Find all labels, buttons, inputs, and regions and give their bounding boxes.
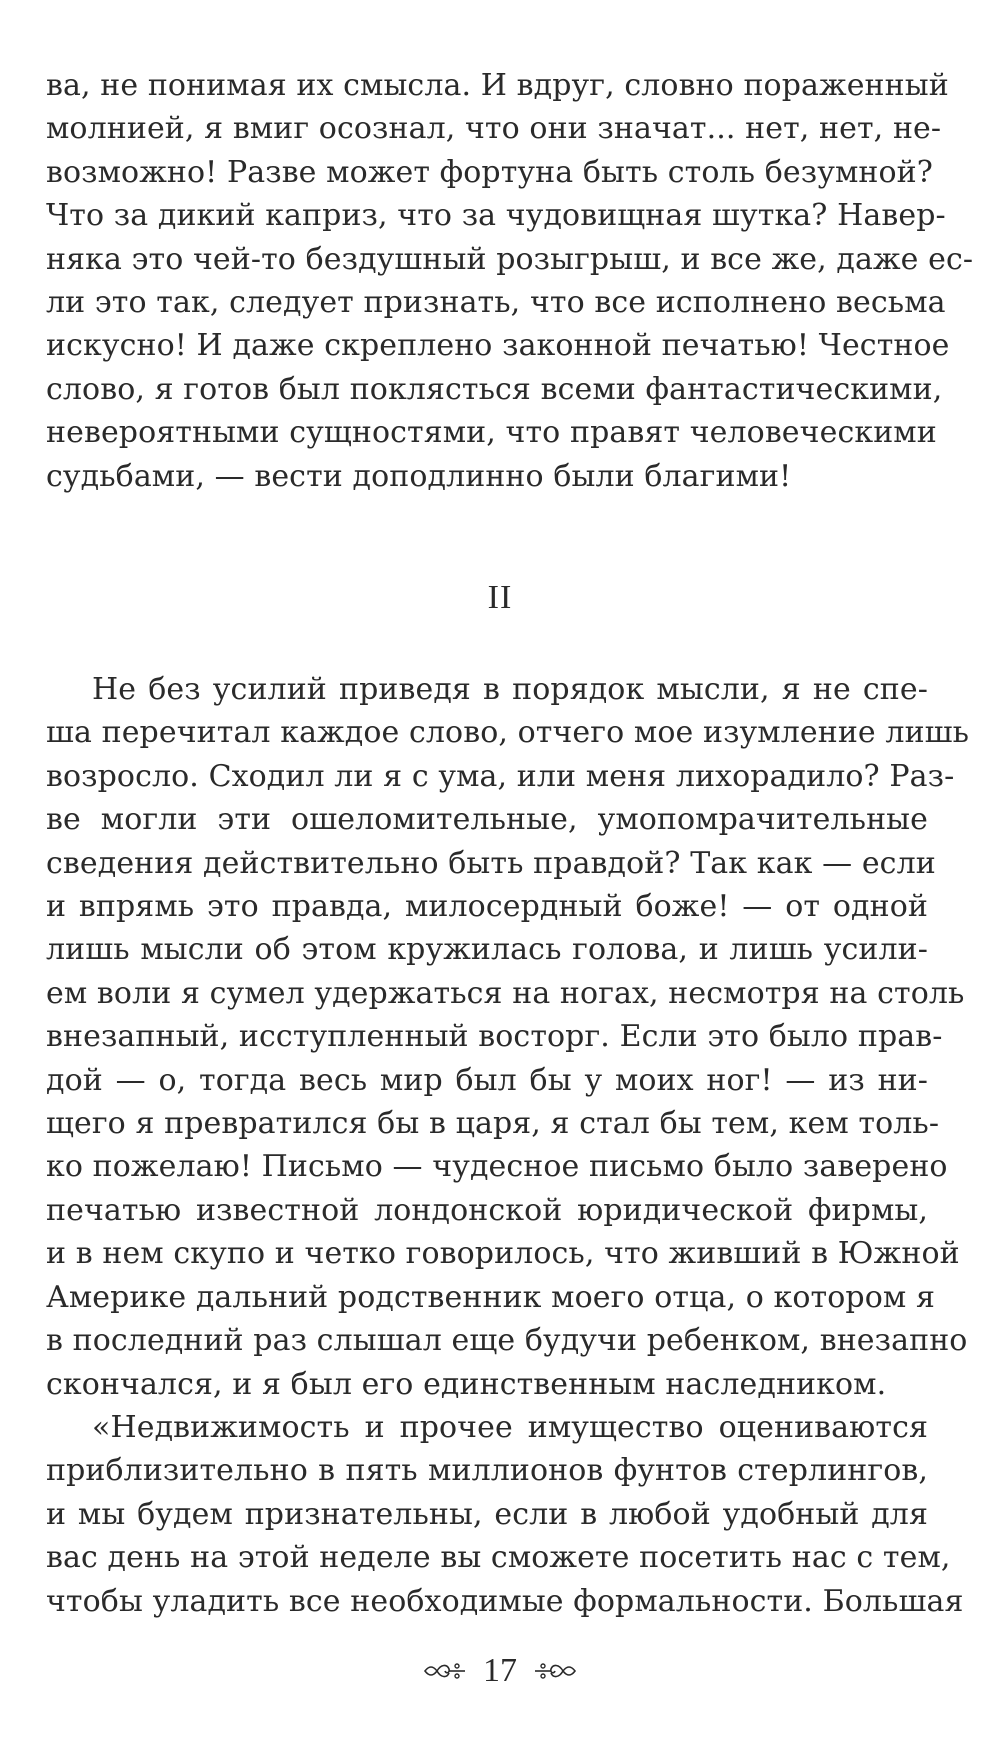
text-line: невероятными сущностями, что правят человеческими [46,415,937,451]
paragraph-2 [46,668,970,1406]
text-line: печатью известной лондонской юридической фирмы, [46,1192,928,1228]
text-line: скончался, и я был его единственным наследником. [46,1366,887,1402]
text-line: щего я превратился бы в царя, я стал бы тем, кем толь- [46,1106,940,1142]
chapter-heading: II [487,579,513,616]
text-line: приблизительно в пять миллионов фунтов стерлингов, [46,1453,928,1489]
text-line: внезапный, исступленный восторг. Если это было прав- [46,1019,943,1055]
text-line: судьбами, — вести доподлинно были благими! [46,458,792,494]
text-line: чтобы уладить все необходимые формальности. Большая [46,1583,964,1619]
text-line: ем воли я сумел удержаться на ногах, несмотря на столь [46,975,965,1011]
ornament-left-icon [423,1660,467,1682]
text-line: лишь мысли об этом кружилась голова, и лишь усили- [46,932,928,968]
text-line: Не без усилий приведя в порядок мысли, я не спе- [92,672,928,707]
text-line: и мы будем признательны, если в любой удобный для [46,1496,928,1532]
text-block-bottom [46,668,970,1623]
text-line: дой — о, тогда весь мир был бы у моих ног! — из ни- [46,1062,928,1098]
text-line: возможно! Разве может фортуна быть столь безумной? [46,154,933,190]
page-footer [0,1652,1000,1690]
text-line: молнией, я вмиг осознал, что они значат... нет, нет, не- [46,111,942,147]
text-line: искусно! И даже скреплено законной печатью! Честное [46,328,950,364]
paragraph-1 [46,64,974,498]
text-line: вас день на этой неделе вы сможете посетить нас с тем, [46,1540,951,1576]
text-line: няка это чей-то бездушный розыгрыш, и все же, даже ес- [46,241,974,277]
text-line: ли это так, следует признать, что все исполнено весьма [46,285,946,321]
text-line: ве могли эти ошеломительные, умопомрачительные [46,802,928,838]
text-line: ко пожелаю! Письмо — чудесное письмо было заверено [46,1149,948,1185]
text-line: ша перечитал каждое слово, отчего мое изумление лишь [46,715,970,751]
text-line: сведения действительно быть правдой? Так как — если [46,845,936,881]
text-block-top [46,64,974,498]
text-line: в последний раз слышал еще будучи ребенком, внезапно [46,1323,968,1359]
text-line: слово, я готов был поклясться всеми фантастическими, [46,371,943,407]
ornament-right-icon [533,1660,577,1682]
text-line: Америке дальний родственник моего отца, о котором я [46,1279,935,1315]
text-line: Что за дикий каприз, что за чудовищная шутка? Навер- [46,198,946,234]
page-number: 17 [483,1652,517,1689]
text-line: и в нем скупо и четко говорилось, что живший в Южной [46,1236,960,1272]
paragraph-3 [46,1406,964,1623]
text-line: «Недвижимость и прочее имущество оцениваются [92,1409,928,1445]
text-line: ва, не понимая их смысла. И вдруг, словно пораженный [46,68,949,103]
text-line: и впрямь это правда, милосердный боже! — от одной [46,889,928,925]
text-line: возросло. Сходил ли я с ума, или меня лихорадило? Раз- [46,758,955,794]
